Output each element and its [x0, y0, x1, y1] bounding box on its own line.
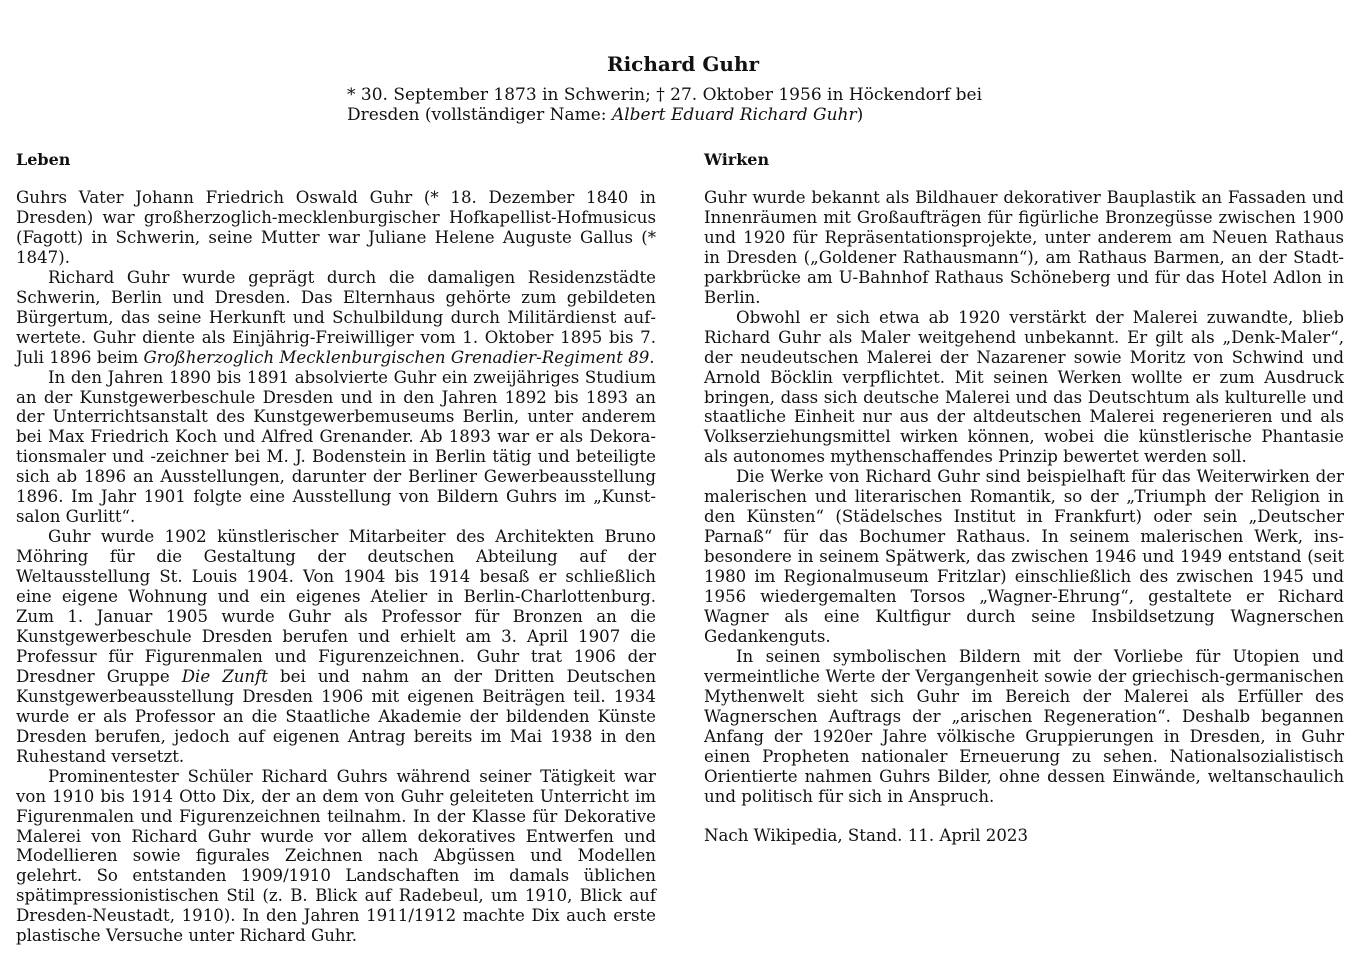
leben-heading: Leben [16, 150, 71, 169]
wirken-paragraph-1: Guhr wurde bekannt als Bildhauer dekorativer Bauplastik an Fassaden und Innenräumen mit Großaufträgen für figürliche Bronzegüsse zwischen 1900 und 1920 für Repräsentationsprojekte, unter anderem am Neuen Rathaus in Dresden („Goldener Rathausmann“), am Rathaus Barmen, an der Stadtparkbrücke am U-Bahnhof Rathaus Schöneberg und für das Hotel Adlon in Berlin. [704, 188, 1344, 307]
leben-paragraph-2 [16, 268, 656, 368]
source-note: Nach Wikipedia, Stand. 11. April 2023 [704, 826, 1029, 846]
leben-paragraph-4 [16, 527, 656, 766]
leben-paragraph-5: Prominentester Schüler Richard Guhrs während seiner Tätigkeit war von 1910 bis 1914 Otto Dix, der an dem von Guhr geleiteten Unterricht im Figurenmalen und Figurenzeichnen teilnahm. In der Klasse für Dekorative Malerei von Richard Guhr wurde vor allem dekoratives Entwerfen und Modellieren sowie figurales Zeichnen nach Abgüssen und Modellen gelehrt. So entstanden 1909/1910 Landschaften im damals üblichen spätimpressionistischen Stil (z. B. Blick auf Radebeul, um 1910, Blick auf Dresden-Neustadt, 1910). In den Jahren 1911/1912 machte Dix auch erste plastische Versuche unter Richard Guhr. [16, 766, 656, 946]
wirken-paragraph-4: In seinen symbolischen Bildern mit der Vorliebe für Utopien und vermeintliche Werte der Vergangenheit sowie der griechisch-germanischen Mythenwelt sieht sich Guhr im Bereich der Malerei als Erfüller des Wagnerschen Auftrags der „arischen Regeneration“. Deshalb begannen Anfang der 1920er Jahre völkische Gruppierungen in Dresden, in Guhr einen Propheten nationaler Erneuerung zu sehen. Nationalsozialistisch Orientierte nahmen Guhrs Bilder, ohne dessen Einwände, weltanschaulich und politisch für sich in Anspruch. [704, 646, 1344, 806]
full-name: Albert Eduard Richard Guhr [611, 105, 857, 125]
wirken-paragraph-3: Die Werke von Richard Guhr sind beispielhaft für das Weiterwirken der malerischen und literarischen Romantik, so der „Triumph der Religion in den Künsten“ (Städelsches Institut in Frankfurt) oder sein „Deutscher Parnaß“ für das Bochumer Rathaus. In seinem malerischen Werk, insbesondere in seinem Spätwerk, das zwischen 1946 und 1949 entstand (seit 1980 im Regionalmuseum Fritzlar) einschließlich des zwischen 1945 und 1956 wiedergemalten Torsos „Wagner-Ehrung“, gestaltete er Richard Wagner als eine Kultfigur durch seine Insbildsetzung Wagnerschen Gedankenguts. [704, 467, 1344, 646]
full-name-suffix: ) [856, 105, 864, 125]
life-dates-line-2 [347, 105, 987, 125]
wirken-heading: Wirken [704, 150, 770, 169]
leben-column [16, 150, 656, 946]
leben-paragraph-4-text-end: bei und nahm an der Dritten Deutschen Kunstgewerbeausstellung Dresden 1906 mit eigenen Beiträgen teil. 1934 wurde er als Professor an die Staatliche Akademie der bildenden Künste Dresden berufen, jedoch auf eigenen Antrag bereits im Mai 1938 in den Ruhestand versetzt. [16, 666, 657, 766]
full-name-prefix: Dresden (vollständiger Name: [347, 105, 612, 125]
page-title: Richard Guhr [606, 52, 760, 77]
leben-paragraph-2-text: Richard Guhr wurde geprägt durch die damaligen Residenzstädte Schwerin, Berlin und Dresden. Das Elternhaus gehörte zum gebildeten Bürgertum, das seine Herkunft und Schulbildung durch Militärdienst aufwertete. Guhr diente als Einjährig-Freiwilliger vom 1. Oktober 1895 bis 7. Juli 1896 beim [16, 267, 656, 367]
life-dates-line-1: * 30. September 1873 in Schwerin; † 27. Oktober 1956 in Höckendorf bei [347, 85, 983, 105]
regiment-name: Großherzoglich Mecklenburgischen Grenadier-Regiment 89. [143, 347, 655, 367]
leben-paragraph-4-text: Guhr wurde 1902 künstlerischer Mitarbeiter des Architekten Bruno Möhring für die Gestaltung der deutschen Abteilung auf der Weltausstellung St. Louis 1904. Von 1904 bis 1914 besaß er schließlich eine eigene Wohnung und ein eigenes Atelier in Berlin-Charlottenburg. Zum 1. Januar 1905 wurde Guhr als Professor für Bronzen an die Kunstgewerbeschule Dresden berufen und erhielt am 3. April 1907 die Professur für Figurenmalen und Figurenzeichnen. Guhr trat 1906 der Dresdner Gruppe [16, 527, 656, 686]
leben-paragraph-1: Guhrs Vater Johann Friedrich Oswald Guhr (* 18. Dezember 1840 in Dresden) war großherzoglich-mecklenburgischer Hofkapellist-Hofmusicus (Fagott) in Schwerin, seine Mutter war Juliane Helene Auguste Gallus (* 1847). [16, 188, 656, 267]
group-name: Die Zunft [181, 666, 268, 686]
leben-paragraph-3: In den Jahren 1890 bis 1891 absolvierte Guhr ein zweijähriges Studium an der Kunstgewerbeschule Dresden und in den Jahren 1892 bis 1893 an der Unterrichtsanstalt des Kunstgewerbemuseums Berlin, unter anderem bei Max Friedrich Koch und Alfred Grenander. Ab 1893 war er als Dekorationsmaler und -zeichner bei M. J. Bodenstein in Berlin tätig und beteiligte sich ab 1896 an Ausstellungen, darunter der Berliner Gewerbeausstellung 1896. Im Jahr 1901 folgte eine Ausstellung von Bildern Guhrs im „Kunstsalon Gurlitt“. [16, 367, 656, 527]
wirken-paragraph-2: Obwohl er sich etwa ab 1920 verstärkt der Malerei zuwandte, blieb Richard Guhr als Maler weitgehend unbekannt. Er gilt als „Denk-Maler“, der neudeutschen Malerei der Nazarener sowie Moritz von Schwind und Arnold Böcklin verpflichtet. Mit seinen Werken wollte er zum Ausdruck bringen, dass sich deutsche Malerei und das Deutschtum als kulturelle und staatliche Einheit nur aus der altdeutschen Malerei regenerieren und als Volkserziehungsmittel wirken können, wobei die künstlerische Phantasie als autonomes mythenschaffendes Prinzip bewertet werden soll. [704, 307, 1344, 467]
life-dates [347, 85, 987, 125]
wirken-column [704, 150, 1344, 846]
